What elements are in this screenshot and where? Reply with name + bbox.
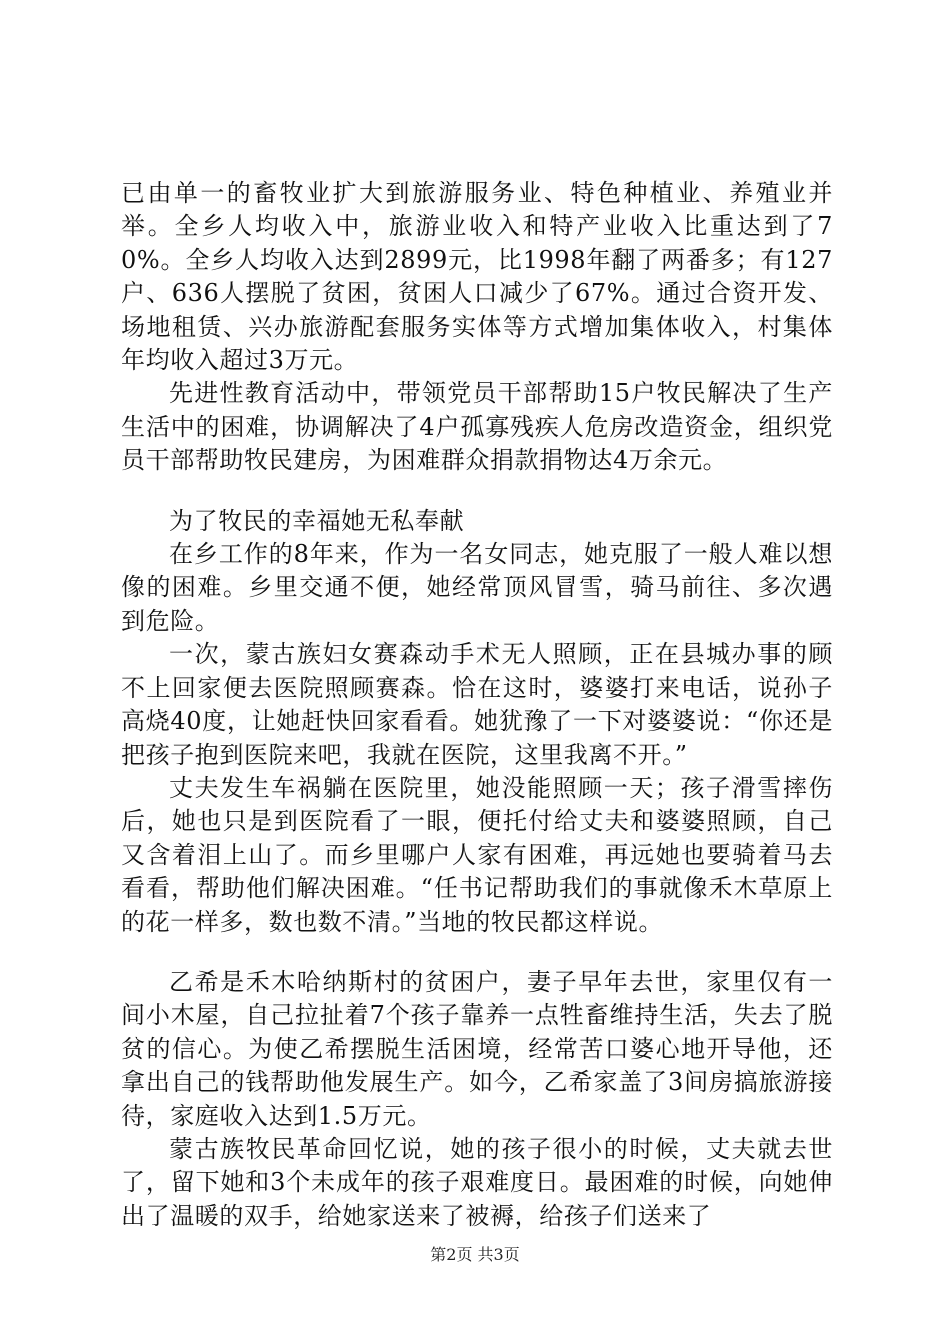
section-heading: 为了牧民的幸福她无私奉献 — [169, 506, 465, 535]
document-body — [121, 177, 833, 1233]
paragraph-family-sacrifice: 丈夫发生车祸躺在医院里，她没能照顾一天；孩子滑雪摔伤后，她也只是到医院看了一眼，便托付给丈夫和婆婆照顾，自己又含着泪上山了。而乡里哪户人家有困难，再远她也要骑着马去看看，帮助他们解决困难。“任书记帮助我们的事就像禾木草原上的花一样多，数也数不清。”当地的牧民都这样说。 — [121, 773, 833, 936]
paragraph-income-growth: 已由单一的畜牧业扩大到旅游服务业、特色种植业、养殖业并举。全乡人均收入中，旅游业收入和特产业收入比重达到了70%。全乡人均收入达到2899元，比1998年翻了两番多；有127户、636人摆脱了贫困，贫困人口减少了67%。通过合资开发、场地租赁、兴办旅游配套服务实体等方式增加集体收入，村集体年均收入超过3万元。 — [121, 179, 833, 375]
paragraph-eight-years: 在乡工作的8年来，作为一名女同志，她克服了一般人难以想像的困难。乡里交通不便，她经常顶风冒雪，骑马前往、多次遇到危险。 — [121, 540, 833, 635]
paragraph-mongolian-herder: 蒙古族牧民革命回忆说，她的孩子很小的时候，丈夫就去世了，留下她和3个未成年的孩子艰难度日。最困难的时候，向她伸出了温暖的双手，给她家送来了被褥，给孩子们送来了 — [121, 1134, 833, 1230]
paragraph-yixi-story: 乙希是禾木哈纳斯村的贫困户，妻子早年去世，家里仅有一间小木屋，自己拉扯着7个孩子靠养一点牲畜维持生活，失去了脱贫的信心。为使乙希摆脱生活困境，经常苦口婆心地开导他，还拿出自己的钱帮助他发展生产。如今，乙希家盖了3间房搞旅游接待，家庭收入达到1.5万元。 — [121, 967, 833, 1130]
paragraph-education-activity: 先进性教育活动中，带领党员干部帮助15户牧民解决了生产生活中的困难，协调解决了4户孤寡残疾人危房改造资金，组织党员干部帮助牧民建房，为困难群众捐款捐物达4万余元。 — [121, 379, 833, 475]
page-footer: 第2页 共3页 — [430, 1245, 520, 1264]
paragraph-hospital-story: 一次，蒙古族妇女赛森动手术无人照顾，正在县城办事的顾不上回家便去医院照顾赛森。恰在这时，婆婆打来电话，说孙子高烧40度，让她赶快回家看看。她犹豫了一下对婆婆说：“你还是把孩子抱到医院来吧，我就在医院，这里我离不开。” — [121, 640, 833, 769]
